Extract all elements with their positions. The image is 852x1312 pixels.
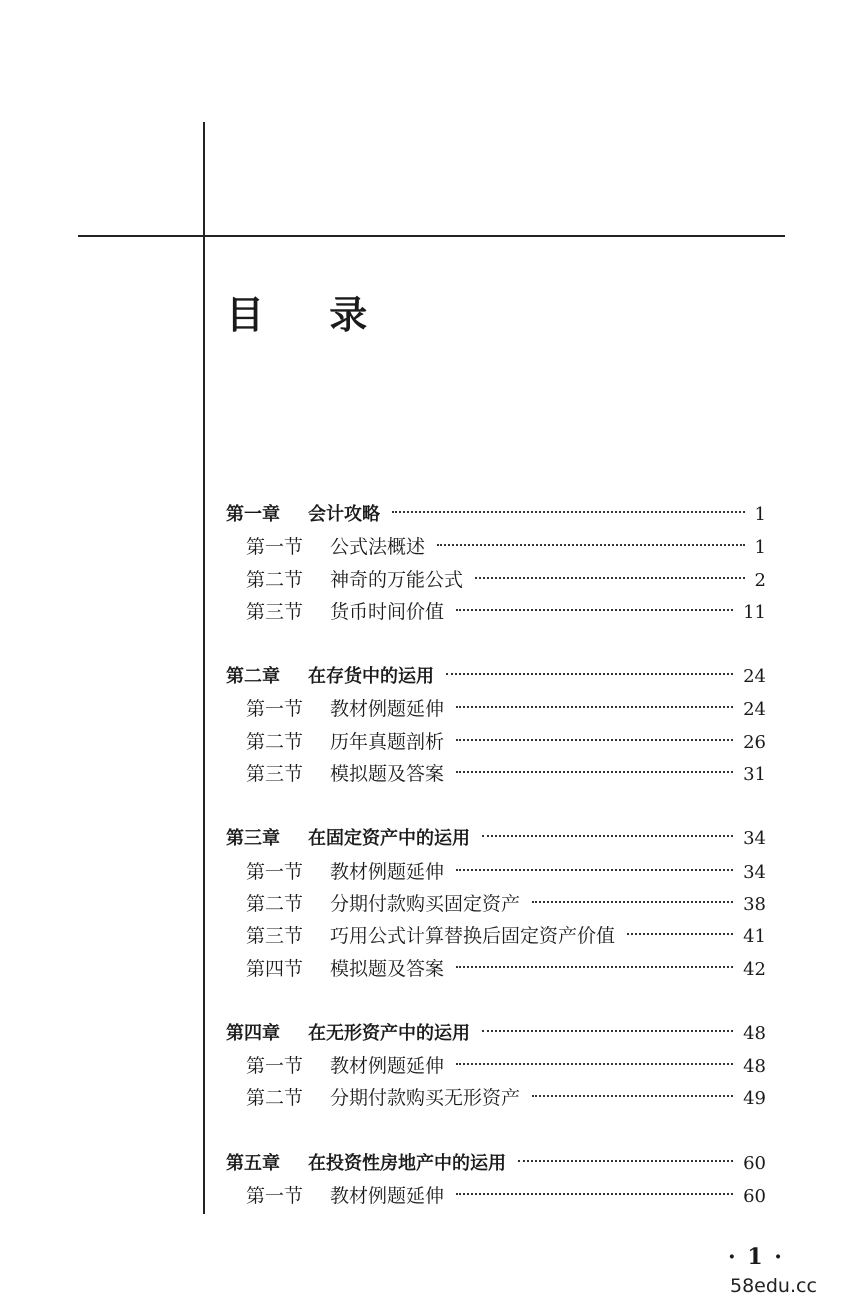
section-number: 第三节 — [246, 600, 304, 623]
dot-leader — [392, 511, 745, 513]
section-number: 第二节 — [246, 892, 304, 915]
chapter-entry[interactable] — [226, 1148, 766, 1180]
dot-leader — [475, 577, 745, 579]
chapter-group — [226, 1148, 766, 1213]
section-page: 38 — [743, 893, 766, 915]
dot-leader — [456, 1193, 733, 1195]
section-title: 教材例题延伸 — [330, 860, 445, 883]
section-number: 第二节 — [246, 568, 304, 591]
section-entry[interactable] — [226, 693, 766, 725]
chapter-page: 1 — [754, 504, 766, 525]
dot-leader — [532, 1095, 733, 1097]
table-of-contents — [226, 499, 766, 1245]
dot-leader — [482, 835, 733, 837]
section-number: 第三节 — [246, 763, 304, 786]
chapter-page: 24 — [743, 666, 766, 688]
section-title: 公式法概述 — [330, 536, 426, 559]
section-entry[interactable] — [226, 1082, 766, 1114]
chapter-title: 在固定资产中的运用 — [308, 828, 470, 850]
dot-leader — [456, 739, 733, 741]
section-page: 2 — [754, 569, 766, 591]
section-number: 第二节 — [246, 730, 304, 753]
section-title: 教材例题延伸 — [330, 1055, 445, 1078]
dot-leader — [456, 706, 733, 708]
chapter-number: 第四章 — [226, 1022, 280, 1044]
chapter-title: 会计攻略 — [308, 504, 380, 525]
chapter-page: 48 — [743, 1022, 766, 1044]
dot-leader — [437, 544, 745, 546]
section-number: 第三节 — [246, 925, 304, 948]
section-page: 26 — [743, 731, 766, 753]
chapter-number: 第二章 — [226, 666, 280, 688]
dot-leader — [456, 1063, 733, 1065]
section-page: 42 — [743, 958, 766, 980]
section-title: 巧用公式计算替换后固定资产价值 — [330, 925, 616, 948]
section-title: 模拟题及答案 — [330, 763, 445, 786]
chapter-group — [226, 661, 766, 790]
section-page: 11 — [743, 601, 766, 623]
section-title: 货币时间价值 — [330, 600, 445, 623]
watermark: 58edu.cc — [730, 1275, 817, 1297]
dot-leader — [532, 901, 733, 903]
chapter-group — [226, 823, 766, 984]
chapter-entry[interactable] — [226, 499, 766, 531]
section-entry[interactable] — [226, 758, 766, 790]
section-entry[interactable] — [226, 856, 766, 888]
chapter-number: 第一章 — [226, 504, 280, 525]
chapter-title: 在投资性房地产中的运用 — [308, 1152, 506, 1174]
section-number: 第四节 — [246, 957, 304, 980]
section-title: 分期付款购买固定资产 — [330, 892, 521, 915]
chapter-number: 第三章 — [226, 828, 280, 850]
chapter-group — [226, 1018, 766, 1115]
dot-leader — [482, 1030, 733, 1032]
section-number: 第一节 — [246, 1055, 304, 1078]
chapter-entry[interactable] — [226, 661, 766, 693]
chapter-title: 在无形资产中的运用 — [308, 1022, 470, 1044]
section-page: 31 — [743, 764, 766, 786]
section-number: 第一节 — [246, 1185, 304, 1208]
section-number: 第一节 — [246, 536, 304, 559]
section-title: 教材例题延伸 — [330, 1185, 445, 1208]
section-entry[interactable] — [226, 726, 766, 758]
section-entry[interactable] — [226, 953, 766, 985]
section-entry[interactable] — [226, 1180, 766, 1212]
horizontal-rule — [78, 235, 785, 237]
section-title: 教材例题延伸 — [330, 698, 445, 721]
chapter-entry[interactable] — [226, 823, 766, 855]
vertical-rule — [203, 122, 205, 1214]
section-entry[interactable] — [226, 888, 766, 920]
section-page: 41 — [743, 926, 766, 948]
section-entry[interactable] — [226, 596, 766, 628]
page-number: · 1 · — [728, 1244, 784, 1270]
section-page: 48 — [743, 1056, 766, 1078]
chapter-entry[interactable] — [226, 1018, 766, 1050]
section-title: 模拟题及答案 — [330, 957, 445, 980]
section-title: 分期付款购买无形资产 — [330, 1087, 521, 1110]
section-number: 第一节 — [246, 698, 304, 721]
section-entry[interactable] — [226, 1050, 766, 1082]
section-page: 1 — [754, 537, 766, 559]
dot-leader — [518, 1160, 733, 1162]
section-page: 60 — [743, 1186, 766, 1208]
section-number: 第一节 — [246, 860, 304, 883]
page-title: 目 录 — [226, 293, 394, 337]
chapter-page: 34 — [743, 828, 766, 850]
section-title: 历年真题剖析 — [330, 730, 445, 753]
chapter-group — [226, 499, 766, 628]
chapter-page: 60 — [743, 1152, 766, 1174]
dot-leader — [456, 966, 733, 968]
section-entry[interactable] — [226, 564, 766, 596]
dot-leader — [456, 869, 733, 871]
section-number: 第二节 — [246, 1087, 304, 1110]
chapter-number: 第五章 — [226, 1152, 280, 1174]
section-page: 49 — [743, 1088, 766, 1110]
section-title: 神奇的万能公式 — [330, 568, 464, 591]
section-entry[interactable] — [226, 531, 766, 563]
dot-leader — [627, 933, 733, 935]
section-entry[interactable] — [226, 920, 766, 952]
dot-leader — [456, 609, 733, 611]
dot-leader — [446, 673, 733, 675]
section-page: 24 — [743, 699, 766, 721]
section-page: 34 — [743, 861, 766, 883]
dot-leader — [456, 771, 733, 773]
chapter-title: 在存货中的运用 — [308, 666, 434, 688]
